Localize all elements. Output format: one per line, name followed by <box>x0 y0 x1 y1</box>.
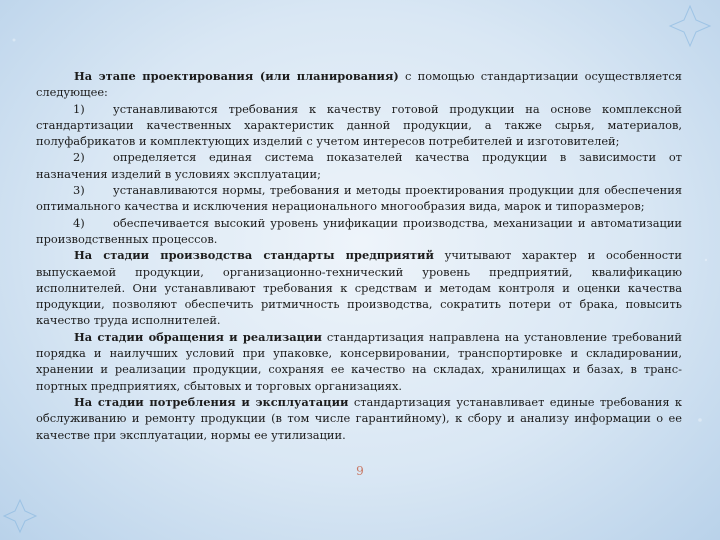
paragraph-text: учитывают характер и особенности выпускаемой продукции, организационно-технический уровень предприятий, квалификацию исполнителей. Они устанавливают требования к средствам и методам контроля и оценки качества продукции, позволяют обеспечить ритмичность производства, сократить потери от брака, повысить качество труда исполнителей. <box>36 248 682 328</box>
document-body <box>36 68 682 443</box>
paragraph-text: стандартизация устанавливает единые требования к обслуживанию и ремонту продукции (в том числе гарантийному), к сбору и анализу информации о ее качестве при эксплуатации, нормы ее утилизации. <box>36 394 682 442</box>
list-item <box>36 101 682 150</box>
list-item-number: 3) <box>73 183 85 198</box>
list-item <box>36 182 682 215</box>
paragraph-text: обеспечивается высокий уровень унификации производства, механизации и автоматизации производственных процессов. <box>36 215 682 246</box>
paragraph-text: определяется единая система показателей качества продукции в зависимости от назначения изделий в условиях эксплуатации; <box>36 150 682 181</box>
paragraph <box>36 68 682 101</box>
paragraph-text: устанавливаются требования к качеству готовой продукции на основе комплексной стандартизации качественных характеристик данной продукции, а также сырья, материалов, полуфабрикатов и комплектующих изделий с учетом интересов потребителей и изготовителей; <box>36 101 682 149</box>
paragraph <box>36 329 682 394</box>
paragraph-text: устанавливаются нормы, требования и методы проектирования продукции для обеспечения оптимального качества и исключения нерационального многообразия вида, марок и типоразмеров; <box>36 183 682 214</box>
paragraph-heading: На этапе проектирования (или планирования) <box>74 69 399 83</box>
list-item <box>36 149 682 182</box>
paragraph-text: с помощью стандартизации осуществляется следующее: <box>36 69 682 100</box>
paragraph <box>36 394 682 443</box>
paragraph-text: стандартизация направлена на установление требований порядка и наилучших условий при упаковке, консервировании, транспортировке и складировании, хранении и реализации продукции, сохраняя ее качество на складах, хранилищах и базах, в транс-портных предприятиях, сбытовых и торговых организациях. <box>36 329 682 393</box>
list-item-number: 4) <box>73 215 85 230</box>
list-item <box>36 215 682 248</box>
paragraph-heading: На стадии обращения и реализации <box>74 329 322 344</box>
list-item-number: 2) <box>73 150 85 165</box>
paragraph-heading: На стадии потребления и эксплуатации <box>74 394 349 409</box>
paragraph-heading: На стадии производства стандарты предприятий <box>74 248 434 263</box>
page-number: 9 <box>356 464 364 478</box>
paragraph <box>36 247 682 328</box>
list-item-number: 1) <box>73 101 85 116</box>
